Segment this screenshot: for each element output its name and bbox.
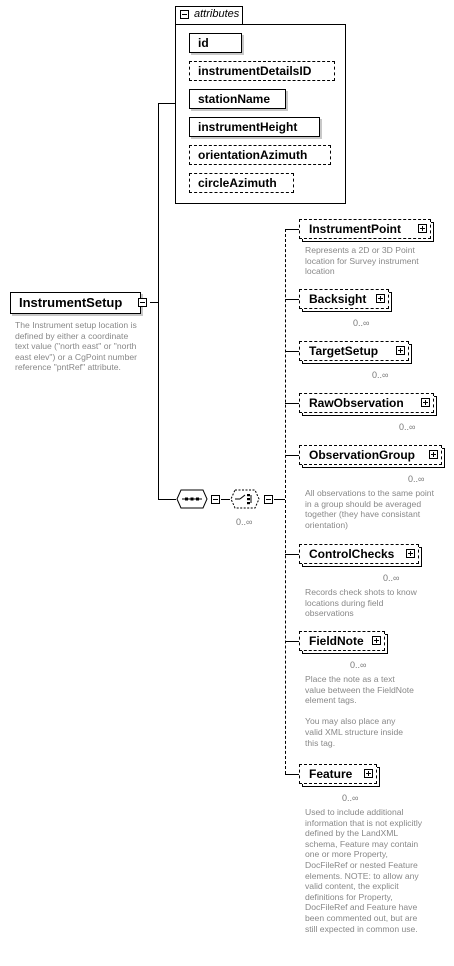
element-description: Represents a 2D or 3D Point location for Survey instrument location	[305, 245, 419, 277]
collapse-icon[interactable]	[180, 10, 189, 19]
attribute-instrumentDetailsID[interactable]: instrumentDetailsID	[189, 61, 335, 81]
connector-root-out	[150, 302, 158, 303]
connector-element	[285, 299, 299, 300]
collapse-icon[interactable]	[264, 495, 273, 504]
element-description: Records check shots to know locations during field observations	[305, 587, 417, 619]
connector-to-attributes	[158, 103, 175, 104]
expand-icon[interactable]	[364, 769, 373, 778]
choice-cardinality: 0..∞	[236, 517, 253, 527]
connector-root-vertical	[158, 103, 159, 500]
element-RawObservation[interactable]: RawObservation	[299, 393, 434, 413]
attribute-stationName[interactable]: stationName	[189, 89, 286, 109]
element-cardinality: 0..∞	[350, 660, 367, 670]
connector-elements-vertical	[285, 229, 286, 774]
element-InstrumentPoint[interactable]: InstrumentPoint	[299, 219, 431, 239]
connector-element	[285, 229, 299, 230]
expand-icon[interactable]	[421, 398, 430, 407]
element-cardinality: 0..∞	[399, 422, 416, 432]
expand-icon[interactable]	[376, 294, 385, 303]
expand-icon[interactable]	[418, 224, 427, 233]
expand-icon[interactable]	[396, 346, 405, 355]
element-TargetSetup[interactable]: TargetSetup	[299, 341, 409, 361]
element-description: Used to include additional information that is not explicitly defined by the LandXML schema, Feature may contain one or more Property, DocFileRef or nested Feature elements. NOTE: to allow any valid content, the explicit definitions for Property, DocFileRef and Feature have been commented out, but are still expected in common use.	[305, 807, 423, 934]
expand-icon[interactable]	[429, 450, 438, 459]
connector-element	[285, 403, 299, 404]
attribute-orientationAzimuth[interactable]: orientationAzimuth	[189, 145, 331, 165]
connector-element	[285, 774, 299, 775]
element-ObservationGroup[interactable]: ObservationGroup	[299, 445, 442, 465]
element-ControlChecks[interactable]: ControlChecks	[299, 544, 419, 564]
attributes-label: attributes	[194, 8, 240, 20]
root-description: The Instrument setup location is defined by either a coordinate text value ("north east" or "north east elev") or a CgPoint number reference "pntRef" attribute.	[15, 320, 137, 373]
connector-seq-to-choice	[221, 499, 230, 500]
element-description: Place the note as a text value between the FieldNote element tags. You may also place any valid XML structure inside this tag.	[305, 674, 414, 748]
element-cardinality: 0..∞	[372, 370, 389, 380]
element-FieldNote[interactable]: FieldNote	[299, 631, 385, 651]
attribute-circleAzimuth[interactable]: circleAzimuth	[189, 173, 294, 193]
root-element[interactable]	[10, 292, 141, 314]
element-description: All observations to the same point in a group should be averaged together (they have consistant orientation)	[305, 488, 434, 530]
connector-to-sequence	[158, 499, 176, 500]
attribute-instrumentHeight[interactable]: instrumentHeight	[189, 117, 320, 137]
element-cardinality: 0..∞	[353, 318, 370, 328]
element-Backsight[interactable]: Backsight	[299, 289, 389, 309]
expand-icon[interactable]	[406, 549, 415, 558]
root-element-label: InstrumentSetup	[19, 295, 123, 310]
sequence-compositor-icon[interactable]	[176, 489, 208, 509]
choice-compositor-icon[interactable]	[230, 489, 260, 509]
connector-element	[285, 554, 299, 555]
attribute-id[interactable]: id	[189, 33, 242, 53]
connector-element	[285, 641, 299, 642]
connector-element	[285, 351, 299, 352]
collapse-icon[interactable]	[211, 495, 220, 504]
connector-choice-out	[274, 499, 285, 500]
connector-element	[285, 455, 299, 456]
element-cardinality: 0..∞	[408, 474, 425, 484]
element-cardinality: 0..∞	[383, 573, 400, 583]
expand-icon[interactable]	[372, 636, 381, 645]
element-cardinality: 0..∞	[342, 793, 359, 803]
collapse-icon[interactable]	[138, 298, 147, 307]
element-Feature[interactable]: Feature	[299, 764, 377, 784]
